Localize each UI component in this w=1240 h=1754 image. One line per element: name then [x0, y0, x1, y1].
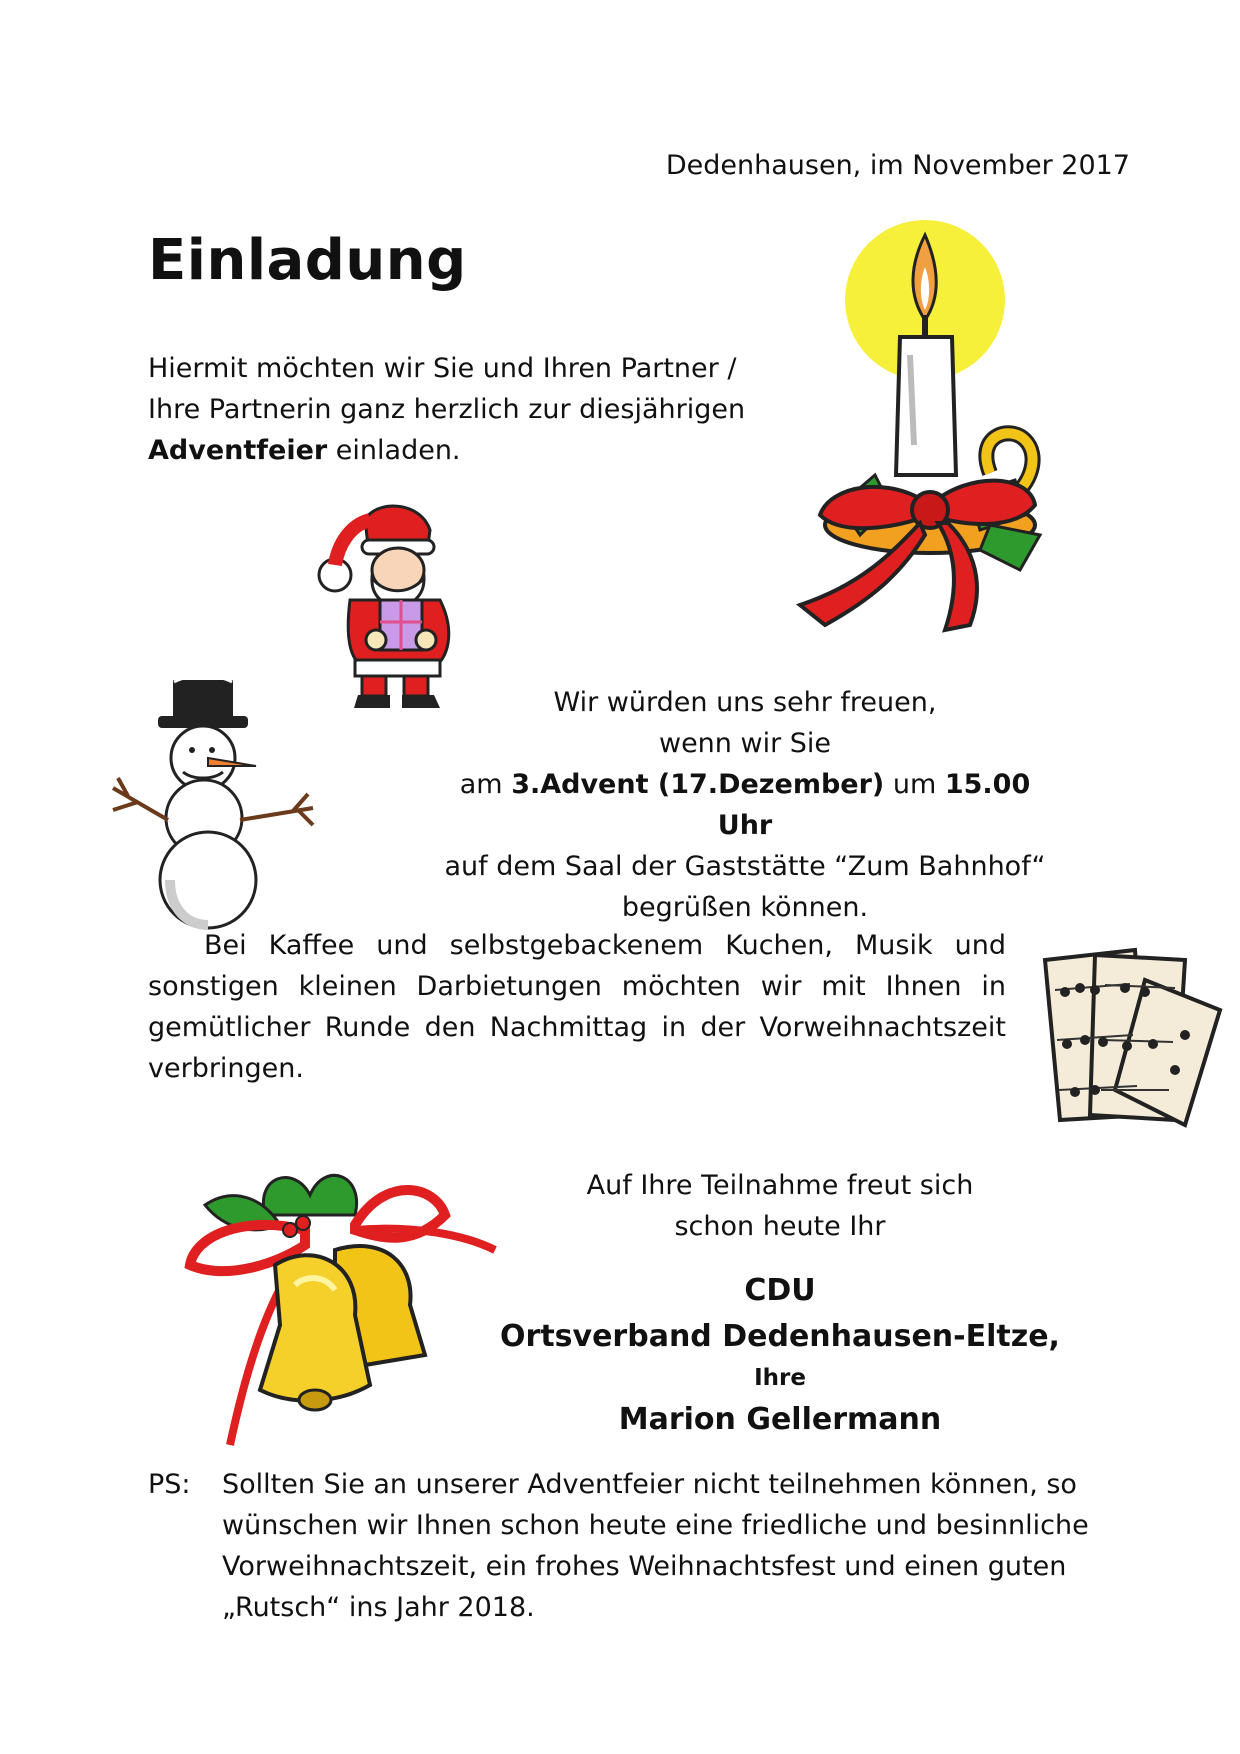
- closing-text: [520, 1165, 1040, 1247]
- event-line-5: begrüßen können.: [621, 892, 869, 923]
- closing-line-2: schon heute Ihr: [674, 1211, 886, 1242]
- ps-text: [222, 1464, 1102, 1628]
- closing-line-1: Auf Ihre Teilnahme freut sich: [586, 1170, 974, 1201]
- ps-label: PS:: [148, 1469, 191, 1500]
- intro-line-3: [148, 430, 788, 471]
- date-line: Dedenhausen, im November 2017: [665, 150, 1130, 181]
- intro-line-1: Hiermit möchten wir Sie und Ihren Partner /: [148, 353, 737, 384]
- santa-icon: [310, 500, 460, 710]
- page-title: Einladung: [148, 228, 467, 293]
- sheet-music-icon: [1035, 940, 1220, 1130]
- event-time: 15.00 Uhr: [717, 769, 1031, 841]
- event-date: 3.Advent (17.Dezember): [511, 769, 885, 800]
- event-name: Adventfeier: [148, 435, 328, 466]
- ps-line-2: wünschen wir Ihnen schon heute eine friedliche und besinnliche: [222, 1510, 1089, 1541]
- signature-name: Marion Gellermann: [618, 1402, 942, 1437]
- body-paragraph: Bei Kaffee und selbstgebackenem Kuchen, Musik und sonstigen kleinen Darbietungen möchten wir mit Ihnen in gemütlicher Runde den Nachmittag in der Vorweihnachtszeit verbringen.: [148, 930, 1006, 1084]
- intro-line-2: Ihre Partnerin ganz herzlich zur diesjährigen: [148, 394, 746, 425]
- ps-line-4: „Rutsch“ ins Jahr 2018.: [222, 1592, 535, 1623]
- candle-icon: [780, 205, 1060, 635]
- event-line-3-mid: um: [884, 769, 945, 800]
- bells-icon: [185, 1155, 505, 1455]
- event-details: [430, 682, 1060, 928]
- ps-line-1: Sollten Sie an unserer Adventfeier nicht teilnehmen können, so: [222, 1469, 1077, 1500]
- intro-paragraph: [148, 348, 788, 471]
- event-line-3-pre: am: [459, 769, 512, 800]
- signature-ihre: Ihre: [754, 1365, 806, 1391]
- snowman-icon: [108, 670, 323, 920]
- event-line-4: auf dem Saal der Gaststätte “Zum Bahnhof“: [444, 851, 1046, 882]
- event-line-1: Wir würden uns sehr freuen,: [553, 687, 937, 718]
- signature-block: [470, 1268, 1090, 1444]
- signature-org: CDU: [744, 1273, 816, 1308]
- intro-line-3-rest: einladen.: [327, 435, 461, 466]
- signature-org-branch: Ortsverband Dedenhausen-Eltze,: [500, 1319, 1060, 1354]
- ps-line-3: Vorweihnachtszeit, ein frohes Weihnachtsfest und einen guten: [222, 1551, 1067, 1582]
- event-line-2: wenn wir Sie: [658, 728, 832, 759]
- event-line-3: [430, 764, 1060, 846]
